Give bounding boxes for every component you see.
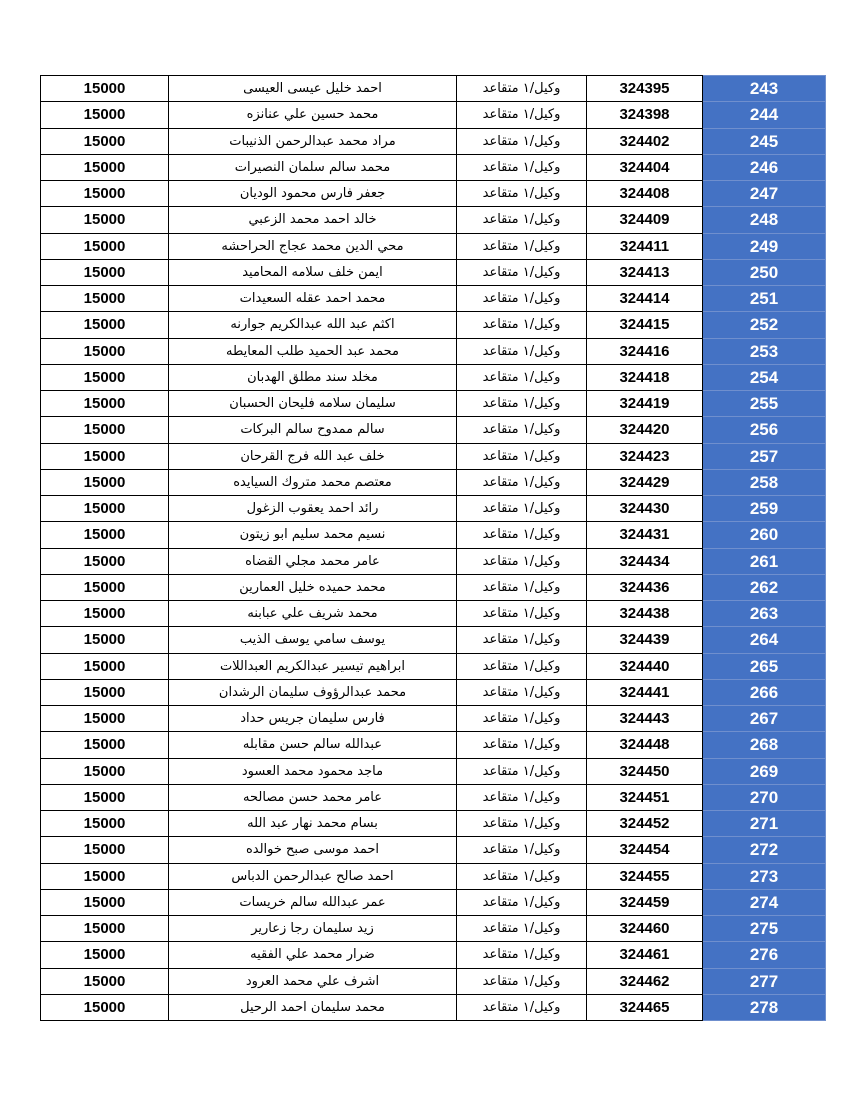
amount-cell: 15000 — [41, 811, 169, 837]
table-row — [41, 312, 826, 338]
name-cell: خالد احمد محمد الزعبي — [169, 207, 457, 233]
rank-cell: وكيل/١ متقاعد — [457, 679, 587, 705]
sequence-number-cell: 272 — [703, 837, 826, 863]
rank-cell: وكيل/١ متقاعد — [457, 601, 587, 627]
table-row — [41, 364, 826, 390]
sequence-number-cell: 261 — [703, 548, 826, 574]
id-number-cell: 324429 — [587, 469, 703, 495]
sequence-number-cell: 245 — [703, 128, 826, 154]
amount-cell: 15000 — [41, 706, 169, 732]
sequence-number-cell: 277 — [703, 968, 826, 994]
sequence-number-cell: 263 — [703, 601, 826, 627]
sequence-number-cell: 252 — [703, 312, 826, 338]
name-cell: زيد سليمان رجا زعارير — [169, 916, 457, 942]
rank-cell: وكيل/١ متقاعد — [457, 627, 587, 653]
sequence-number-cell: 257 — [703, 443, 826, 469]
id-number-cell: 324434 — [587, 548, 703, 574]
sequence-number-cell: 270 — [703, 784, 826, 810]
rank-cell: وكيل/١ متقاعد — [457, 784, 587, 810]
name-cell: معتصم محمد متروك السيايده — [169, 469, 457, 495]
name-cell: محي الدين محمد عجاج الحراحشه — [169, 233, 457, 259]
amount-cell: 15000 — [41, 863, 169, 889]
sequence-number-cell: 246 — [703, 154, 826, 180]
sequence-number-cell: 269 — [703, 758, 826, 784]
id-number-cell: 324452 — [587, 811, 703, 837]
name-cell: محمد شريف علي عبابنه — [169, 601, 457, 627]
name-cell: سليمان سلامه فليحان الحسبان — [169, 391, 457, 417]
name-cell: محمد عبد الحميد طلب المعايطه — [169, 338, 457, 364]
rank-cell: وكيل/١ متقاعد — [457, 653, 587, 679]
rank-cell: وكيل/١ متقاعد — [457, 207, 587, 233]
amount-cell: 15000 — [41, 574, 169, 600]
name-cell: بسام محمد نهار عبد الله — [169, 811, 457, 837]
table-row — [41, 338, 826, 364]
table-row — [41, 601, 826, 627]
name-cell: محمد سالم سلمان النصيرات — [169, 154, 457, 180]
id-number-cell: 324436 — [587, 574, 703, 600]
id-number-cell: 324395 — [587, 76, 703, 102]
rank-cell: وكيل/١ متقاعد — [457, 548, 587, 574]
name-cell: ابراهيم تيسير عبدالكريم العبداللات — [169, 653, 457, 679]
sequence-number-cell: 244 — [703, 102, 826, 128]
sequence-number-cell: 273 — [703, 863, 826, 889]
rank-cell: وكيل/١ متقاعد — [457, 863, 587, 889]
id-number-cell: 324461 — [587, 942, 703, 968]
table-row — [41, 889, 826, 915]
payments-table — [40, 75, 826, 1021]
table-row — [41, 469, 826, 495]
id-number-cell: 324420 — [587, 417, 703, 443]
name-cell: محمد احمد عقله السعيدات — [169, 286, 457, 312]
amount-cell: 15000 — [41, 181, 169, 207]
amount-cell: 15000 — [41, 207, 169, 233]
name-cell: سالم ممدوح سالم البركات — [169, 417, 457, 443]
table-row — [41, 102, 826, 128]
rank-cell: وكيل/١ متقاعد — [457, 391, 587, 417]
id-number-cell: 324459 — [587, 889, 703, 915]
id-number-cell: 324416 — [587, 338, 703, 364]
table-row — [41, 811, 826, 837]
table-row — [41, 916, 826, 942]
amount-cell: 15000 — [41, 496, 169, 522]
table-row — [41, 706, 826, 732]
amount-cell: 15000 — [41, 889, 169, 915]
name-cell: يوسف سامي يوسف الذيب — [169, 627, 457, 653]
rank-cell: وكيل/١ متقاعد — [457, 338, 587, 364]
amount-cell: 15000 — [41, 286, 169, 312]
amount-cell: 15000 — [41, 364, 169, 390]
id-number-cell: 324462 — [587, 968, 703, 994]
table-row — [41, 286, 826, 312]
id-number-cell: 324431 — [587, 522, 703, 548]
amount-cell: 15000 — [41, 443, 169, 469]
sequence-number-cell: 265 — [703, 653, 826, 679]
table-row — [41, 417, 826, 443]
sequence-number-cell: 259 — [703, 496, 826, 522]
sequence-number-cell: 243 — [703, 76, 826, 102]
id-number-cell: 324418 — [587, 364, 703, 390]
rank-cell: وكيل/١ متقاعد — [457, 469, 587, 495]
amount-cell: 15000 — [41, 391, 169, 417]
name-cell: عبدالله سالم حسن مقابله — [169, 732, 457, 758]
table-row — [41, 679, 826, 705]
name-cell: محمد عبدالرؤوف سليمان الرشدان — [169, 679, 457, 705]
sequence-number-cell: 258 — [703, 469, 826, 495]
id-number-cell: 324398 — [587, 102, 703, 128]
name-cell: ماجد محمود محمد العسود — [169, 758, 457, 784]
amount-cell: 15000 — [41, 233, 169, 259]
table-row — [41, 732, 826, 758]
rank-cell: وكيل/١ متقاعد — [457, 496, 587, 522]
rank-cell: وكيل/١ متقاعد — [457, 732, 587, 758]
sequence-number-cell: 276 — [703, 942, 826, 968]
id-number-cell: 324430 — [587, 496, 703, 522]
rank-cell: وكيل/١ متقاعد — [457, 364, 587, 390]
id-number-cell: 324451 — [587, 784, 703, 810]
name-cell: فارس سليمان جريس حداد — [169, 706, 457, 732]
table-row — [41, 574, 826, 600]
amount-cell: 15000 — [41, 784, 169, 810]
rank-cell: وكيل/١ متقاعد — [457, 916, 587, 942]
rank-cell: وكيل/١ متقاعد — [457, 76, 587, 102]
id-number-cell: 324448 — [587, 732, 703, 758]
amount-cell: 15000 — [41, 338, 169, 364]
name-cell: جعفر فارس محمود الوديان — [169, 181, 457, 207]
sequence-number-cell: 255 — [703, 391, 826, 417]
name-cell: مراد محمد عبدالرحمن الذنيبات — [169, 128, 457, 154]
name-cell: مخلد سند مطلق الهدبان — [169, 364, 457, 390]
amount-cell: 15000 — [41, 916, 169, 942]
table-row — [41, 758, 826, 784]
name-cell: محمد حميده خليل العمارين — [169, 574, 457, 600]
table-row — [41, 181, 826, 207]
sequence-number-cell: 266 — [703, 679, 826, 705]
sequence-number-cell: 271 — [703, 811, 826, 837]
name-cell: احمد صالح عبدالرحمن الدباس — [169, 863, 457, 889]
sequence-number-cell: 247 — [703, 181, 826, 207]
sequence-number-cell: 274 — [703, 889, 826, 915]
amount-cell: 15000 — [41, 942, 169, 968]
id-number-cell: 324404 — [587, 154, 703, 180]
table-row — [41, 522, 826, 548]
rank-cell: وكيل/١ متقاعد — [457, 942, 587, 968]
table-row — [41, 443, 826, 469]
name-cell: اشرف علي محمد العرود — [169, 968, 457, 994]
sequence-number-cell: 248 — [703, 207, 826, 233]
name-cell: عمر عبدالله سالم خريسات — [169, 889, 457, 915]
rank-cell: وكيل/١ متقاعد — [457, 128, 587, 154]
id-number-cell: 324439 — [587, 627, 703, 653]
amount-cell: 15000 — [41, 994, 169, 1020]
rank-cell: وكيل/١ متقاعد — [457, 706, 587, 732]
sequence-number-cell: 249 — [703, 233, 826, 259]
id-number-cell: 324460 — [587, 916, 703, 942]
id-number-cell: 324450 — [587, 758, 703, 784]
rank-cell: وكيل/١ متقاعد — [457, 259, 587, 285]
name-cell: احمد موسى صبح خوالده — [169, 837, 457, 863]
amount-cell: 15000 — [41, 259, 169, 285]
rank-cell: وكيل/١ متقاعد — [457, 522, 587, 548]
amount-cell: 15000 — [41, 312, 169, 338]
rank-cell: وكيل/١ متقاعد — [457, 154, 587, 180]
id-number-cell: 324465 — [587, 994, 703, 1020]
sequence-number-cell: 268 — [703, 732, 826, 758]
amount-cell: 15000 — [41, 679, 169, 705]
id-number-cell: 324438 — [587, 601, 703, 627]
table-row — [41, 259, 826, 285]
id-number-cell: 324414 — [587, 286, 703, 312]
table-row — [41, 233, 826, 259]
amount-cell: 15000 — [41, 653, 169, 679]
amount-cell: 15000 — [41, 469, 169, 495]
id-number-cell: 324411 — [587, 233, 703, 259]
table-row — [41, 207, 826, 233]
sequence-number-cell: 267 — [703, 706, 826, 732]
sequence-number-cell: 254 — [703, 364, 826, 390]
rank-cell: وكيل/١ متقاعد — [457, 574, 587, 600]
name-cell: رائد احمد يعقوب الزغول — [169, 496, 457, 522]
name-cell: احمد خليل عيسى العيسى — [169, 76, 457, 102]
table-row — [41, 837, 826, 863]
table-row — [41, 942, 826, 968]
amount-cell: 15000 — [41, 758, 169, 784]
rank-cell: وكيل/١ متقاعد — [457, 994, 587, 1020]
sequence-number-cell: 250 — [703, 259, 826, 285]
table-row — [41, 784, 826, 810]
id-number-cell: 324402 — [587, 128, 703, 154]
rank-cell: وكيل/١ متقاعد — [457, 889, 587, 915]
rank-cell: وكيل/١ متقاعد — [457, 837, 587, 863]
id-number-cell: 324419 — [587, 391, 703, 417]
id-number-cell: 324413 — [587, 259, 703, 285]
sequence-number-cell: 251 — [703, 286, 826, 312]
name-cell: ضرار محمد علي الفقيه — [169, 942, 457, 968]
name-cell: عامر محمد مجلي القضاه — [169, 548, 457, 574]
amount-cell: 15000 — [41, 522, 169, 548]
rank-cell: وكيل/١ متقاعد — [457, 102, 587, 128]
amount-cell: 15000 — [41, 76, 169, 102]
rank-cell: وكيل/١ متقاعد — [457, 181, 587, 207]
name-cell: خلف عبد الله فرج القرحان — [169, 443, 457, 469]
amount-cell: 15000 — [41, 601, 169, 627]
id-number-cell: 324454 — [587, 837, 703, 863]
rank-cell: وكيل/١ متقاعد — [457, 286, 587, 312]
document-table-container — [40, 75, 825, 1021]
table-row — [41, 76, 826, 102]
id-number-cell: 324415 — [587, 312, 703, 338]
table-row — [41, 627, 826, 653]
sequence-number-cell: 264 — [703, 627, 826, 653]
table-row — [41, 128, 826, 154]
name-cell: نسيم محمد سليم ابو زيتون — [169, 522, 457, 548]
id-number-cell: 324441 — [587, 679, 703, 705]
id-number-cell: 324409 — [587, 207, 703, 233]
id-number-cell: 324440 — [587, 653, 703, 679]
sequence-number-cell: 275 — [703, 916, 826, 942]
rank-cell: وكيل/١ متقاعد — [457, 758, 587, 784]
rank-cell: وكيل/١ متقاعد — [457, 811, 587, 837]
rank-cell: وكيل/١ متقاعد — [457, 233, 587, 259]
table-row — [41, 548, 826, 574]
amount-cell: 15000 — [41, 627, 169, 653]
id-number-cell: 324408 — [587, 181, 703, 207]
table-body — [41, 76, 826, 1021]
amount-cell: 15000 — [41, 102, 169, 128]
name-cell: محمد حسين علي عنانزه — [169, 102, 457, 128]
sequence-number-cell: 256 — [703, 417, 826, 443]
table-row — [41, 653, 826, 679]
amount-cell: 15000 — [41, 732, 169, 758]
sequence-number-cell: 253 — [703, 338, 826, 364]
name-cell: محمد سليمان احمد الرحيل — [169, 994, 457, 1020]
amount-cell: 15000 — [41, 154, 169, 180]
table-row — [41, 391, 826, 417]
sequence-number-cell: 278 — [703, 994, 826, 1020]
amount-cell: 15000 — [41, 128, 169, 154]
amount-cell: 15000 — [41, 968, 169, 994]
amount-cell: 15000 — [41, 417, 169, 443]
rank-cell: وكيل/١ متقاعد — [457, 312, 587, 338]
name-cell: اكثم عبد الله عبدالكريم جوارنه — [169, 312, 457, 338]
amount-cell: 15000 — [41, 548, 169, 574]
rank-cell: وكيل/١ متقاعد — [457, 443, 587, 469]
table-row — [41, 496, 826, 522]
table-row — [41, 863, 826, 889]
table-row — [41, 154, 826, 180]
table-row — [41, 968, 826, 994]
sequence-number-cell: 262 — [703, 574, 826, 600]
id-number-cell: 324443 — [587, 706, 703, 732]
amount-cell: 15000 — [41, 837, 169, 863]
rank-cell: وكيل/١ متقاعد — [457, 968, 587, 994]
id-number-cell: 324423 — [587, 443, 703, 469]
name-cell: عامر محمد حسن مصالحه — [169, 784, 457, 810]
table-row — [41, 994, 826, 1020]
sequence-number-cell: 260 — [703, 522, 826, 548]
id-number-cell: 324455 — [587, 863, 703, 889]
name-cell: ايمن خلف سلامه المحاميد — [169, 259, 457, 285]
rank-cell: وكيل/١ متقاعد — [457, 417, 587, 443]
